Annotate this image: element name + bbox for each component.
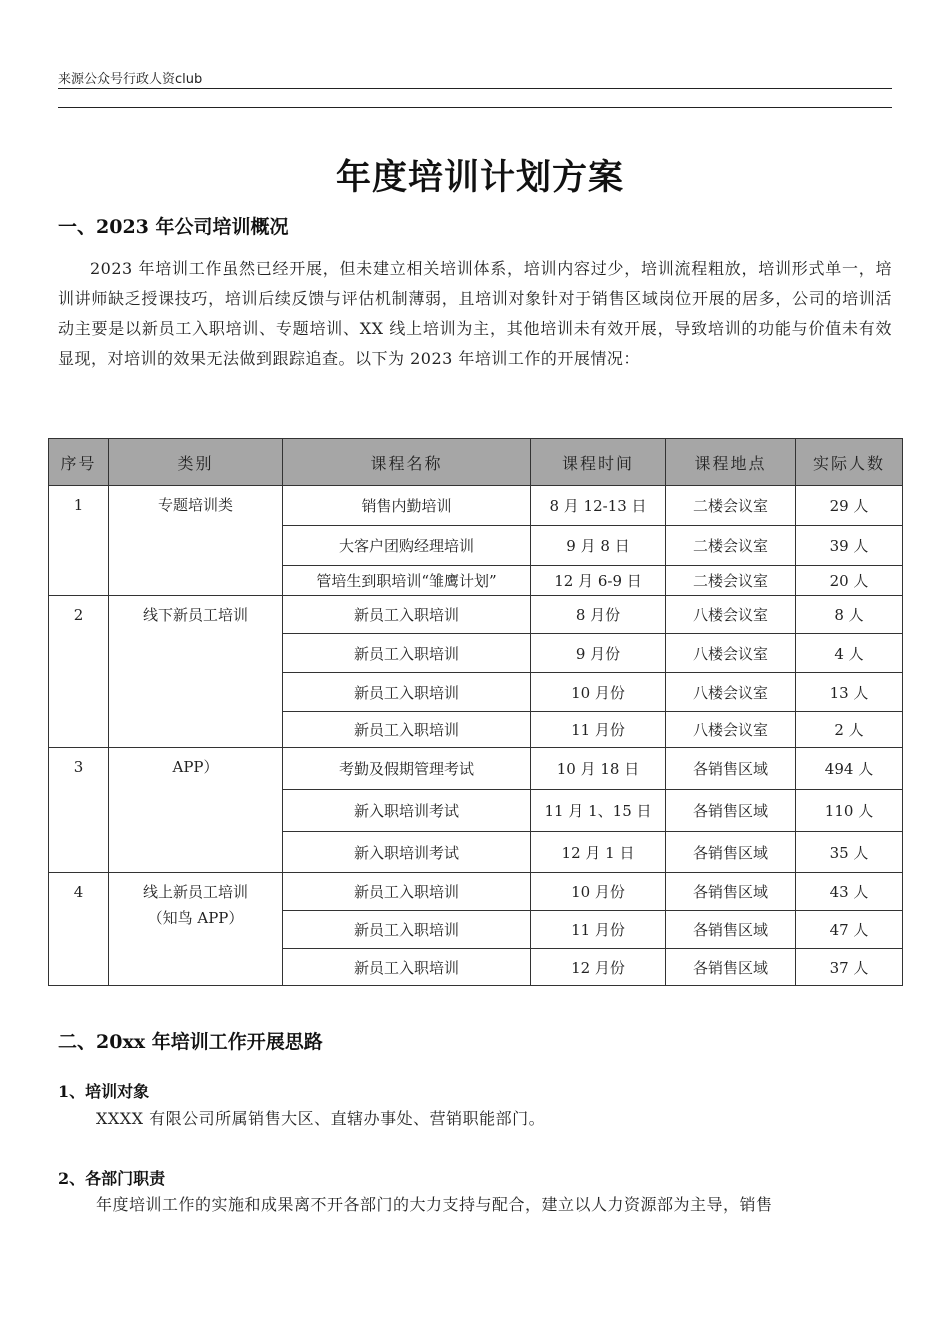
- group-no: 4: [49, 873, 109, 986]
- cell-course: 管培生到职培训“雏鹰计划”: [283, 566, 531, 596]
- group-category-line2: （知鸟 APP）: [147, 909, 244, 927]
- cell-time: 10 月份: [531, 673, 666, 712]
- cell-course: 大客户团购经理培训: [283, 526, 531, 566]
- group-no: 1: [49, 486, 109, 596]
- section1-heading: 一、2023 年公司培训概况: [58, 216, 289, 238]
- group-no: 2: [49, 596, 109, 748]
- cell-place: 各销售区域: [666, 911, 796, 949]
- cell-time: 12 月份: [531, 949, 666, 986]
- cell-place: 二楼会议室: [666, 486, 796, 526]
- sub1-heading: 1、培训对象: [58, 1082, 150, 1101]
- cell-place: 各销售区域: [666, 832, 796, 873]
- header-rule-top: [58, 88, 892, 89]
- training-table: [48, 438, 903, 986]
- header-rule-bottom: [58, 107, 892, 108]
- col-header-no: 序号: [49, 439, 109, 486]
- table-row: [49, 486, 903, 526]
- cell-time: 10 月 18 日: [531, 748, 666, 790]
- cell-course: 新员工入职培训: [283, 873, 531, 911]
- cell-count: 37 人: [796, 949, 903, 986]
- cell-count: 35 人: [796, 832, 903, 873]
- cell-count: 494 人: [796, 748, 903, 790]
- cell-count: 13 人: [796, 673, 903, 712]
- col-header-count: 实际人数: [796, 439, 903, 486]
- table-row: [49, 748, 903, 790]
- section1-paragraph: 2023 年培训工作虽然已经开展，但未建立相关培训体系，培训内容过少，培训流程粗放，培训形式单一，培训讲师缺乏授课技巧，培训后续反馈与评估机制薄弱，且培训对象针对于销售区域岗位开展的居多，公司的培训活动主要是以新员工入职培训、专题培训、XX 线上培训为主，其他培训未有效开展，导致培训的功能与价值未有效显现，对培训的效果无法做到跟踪追查。以下为 2023 年培训工作的开展情况：: [58, 259, 892, 368]
- group-category: 线下新员工培训: [109, 596, 283, 748]
- cell-course: 新员工入职培训: [283, 596, 531, 634]
- group-category-line1: 线上新员工培训: [142, 883, 248, 901]
- cell-count: 29 人: [796, 486, 903, 526]
- sub1-text: XXXX 有限公司所属销售大区、直辖办事处、营销职能部门。: [96, 1109, 546, 1128]
- cell-count: 2 人: [796, 712, 903, 748]
- cell-place: 八楼会议室: [666, 634, 796, 673]
- group-no: 3: [49, 748, 109, 873]
- table-row: [49, 596, 903, 634]
- sub2-text: 年度培训工作的实施和成果离不开各部门的大力支持与配合，建立以人力资源部为主导，销售: [96, 1195, 773, 1214]
- cell-count: 8 人: [796, 596, 903, 634]
- table-header-row: [49, 439, 903, 486]
- cell-time: 8 月份: [531, 596, 666, 634]
- section2-heading: 二、20xx 年培训工作开展思路: [58, 1031, 323, 1053]
- group-category: APP）: [109, 748, 283, 873]
- cell-place: 各销售区域: [666, 790, 796, 832]
- cell-course: 新入职培训考试: [283, 832, 531, 873]
- cell-course: 考勤及假期管理考试: [283, 748, 531, 790]
- cell-time: 11 月 1、15 日: [531, 790, 666, 832]
- cell-time: 10 月份: [531, 873, 666, 911]
- cell-course: 销售内勤培训: [283, 486, 531, 526]
- cell-count: 110 人: [796, 790, 903, 832]
- cell-course: 新入职培训考试: [283, 790, 531, 832]
- cell-place: 各销售区域: [666, 873, 796, 911]
- cell-course: 新员工入职培训: [283, 911, 531, 949]
- cell-time: 11 月份: [531, 712, 666, 748]
- col-header-course: 课程名称: [283, 439, 531, 486]
- cell-count: 39 人: [796, 526, 903, 566]
- cell-place: 二楼会议室: [666, 566, 796, 596]
- cell-time: 9 月份: [531, 634, 666, 673]
- cell-course: 新员工入职培训: [283, 712, 531, 748]
- header-source: 来源公众号行政人资club: [58, 72, 203, 87]
- cell-place: 各销售区域: [666, 748, 796, 790]
- cell-course: 新员工入职培训: [283, 634, 531, 673]
- col-header-category: 类别: [109, 439, 283, 486]
- cell-count: 4 人: [796, 634, 903, 673]
- cell-place: 八楼会议室: [666, 712, 796, 748]
- cell-time: 12 月 1 日: [531, 832, 666, 873]
- col-header-time: 课程时间: [531, 439, 666, 486]
- cell-count: 20 人: [796, 566, 903, 596]
- page-title: 年度培训计划方案: [335, 158, 624, 198]
- group-category: [109, 873, 283, 986]
- cell-place: 八楼会议室: [666, 596, 796, 634]
- cell-course: 新员工入职培训: [283, 673, 531, 712]
- cell-time: 11 月份: [531, 911, 666, 949]
- cell-course: 新员工入职培训: [283, 949, 531, 986]
- cell-place: 二楼会议室: [666, 526, 796, 566]
- cell-count: 43 人: [796, 873, 903, 911]
- cell-place: 各销售区域: [666, 949, 796, 986]
- cell-time: 9 月 8 日: [531, 526, 666, 566]
- group-category: 专题培训类: [109, 486, 283, 596]
- col-header-place: 课程地点: [666, 439, 796, 486]
- table-row: [49, 873, 903, 911]
- cell-time: 8 月 12-13 日: [531, 486, 666, 526]
- cell-place: 八楼会议室: [666, 673, 796, 712]
- cell-time: 12 月 6-9 日: [531, 566, 666, 596]
- cell-count: 47 人: [796, 911, 903, 949]
- sub2-heading: 2、各部门职责: [58, 1169, 166, 1188]
